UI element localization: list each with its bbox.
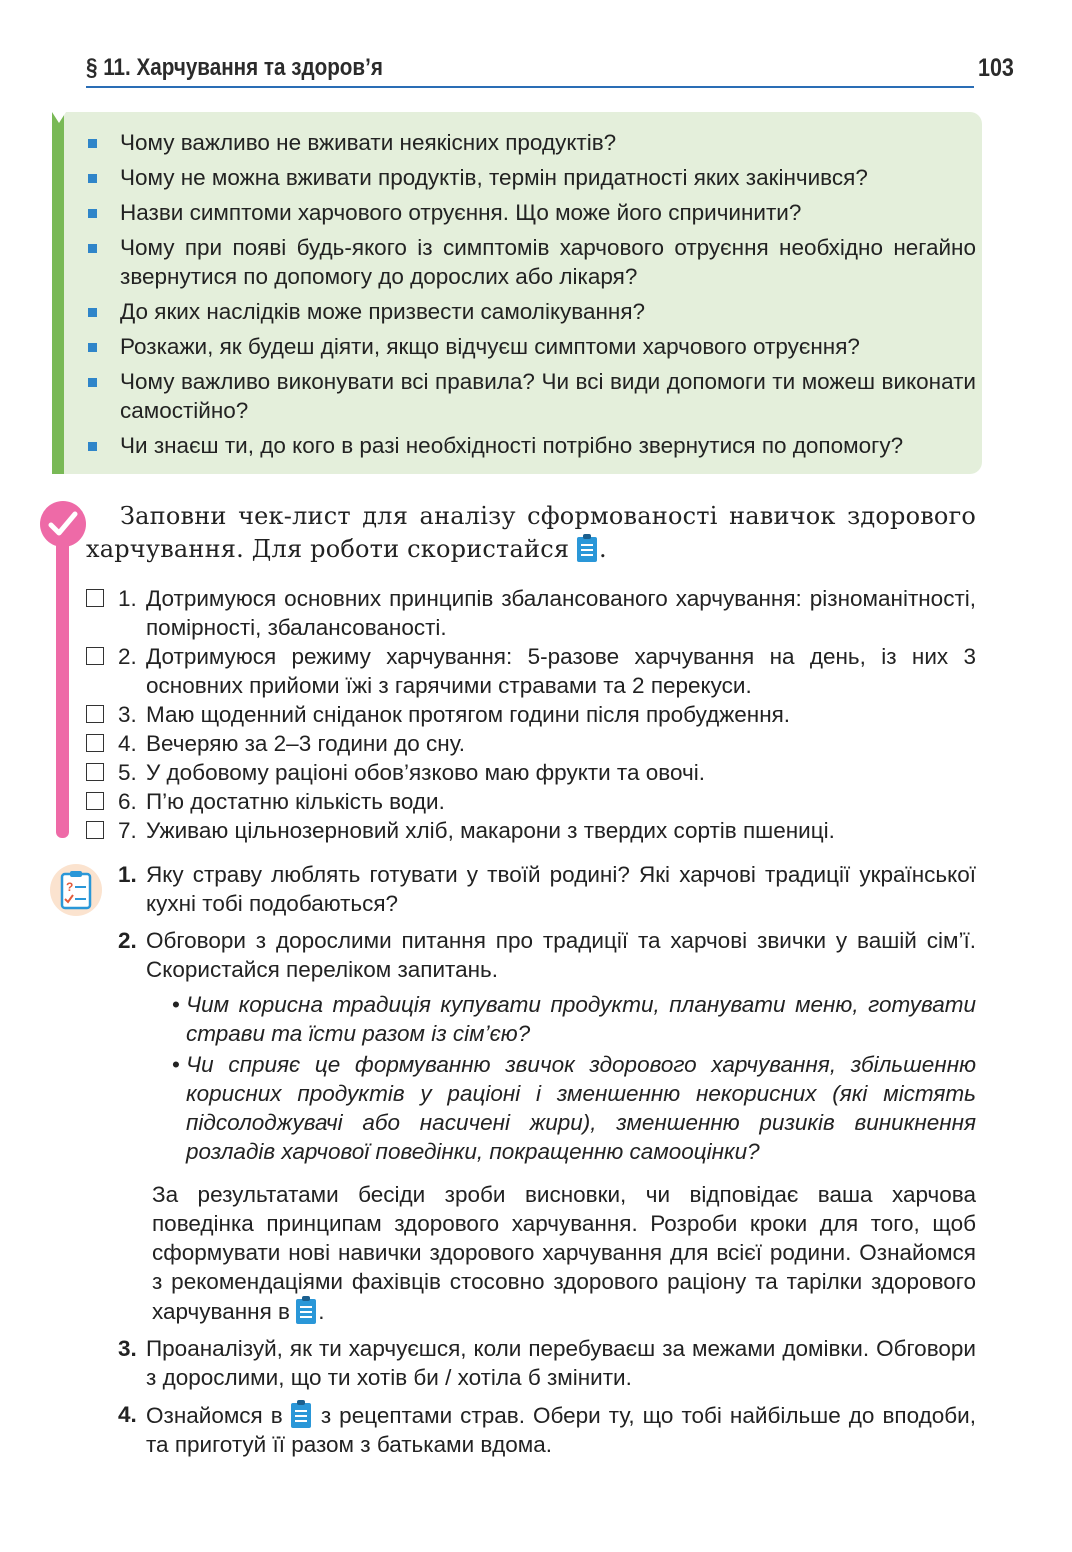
tasks-list	[118, 860, 976, 1467]
clipboard-icon[interactable]	[296, 1296, 318, 1324]
checklist-intro: Заповни чек-лист для аналізу сформованості навичок здорового харчування. Для роботи скористайся .	[86, 502, 976, 563]
square-bullet-icon	[88, 378, 97, 387]
task-clipboard-icon	[50, 864, 102, 916]
question-item: Чому важливо не вживати неякісних продуктів?	[86, 128, 976, 157]
discussion-questions	[146, 990, 976, 1166]
square-bullet-icon	[88, 139, 97, 148]
question-item: Чому не можна вживати продуктів, термін придатності яких закінчився?	[86, 163, 976, 192]
question-item: Чому важливо виконувати всі правила? Чи всі види допомоги ти можеш виконати самостійно?	[86, 367, 976, 425]
checkmark-icon	[40, 501, 86, 547]
task-item: 1. Яку страву люблять готувати у твоїй родині? Які харчові традиції української кухні тобі подобаються?	[118, 862, 976, 916]
page-number: 103	[978, 54, 1014, 82]
square-bullet-icon	[88, 343, 97, 352]
checklist-item: 7. Уживаю цільнозерновий хліб, макарони з твердих сортів пшениці.	[86, 816, 976, 845]
checklist-item: 1. Дотримуюся основних принципів збалансованого харчування: різноманітності, помірності, збалансованості.	[86, 584, 976, 642]
question-item: Чому при появі будь-якого із симптомів харчового отруєння необхідно негайно звернутися по допомогу до дорослих або лікаря?	[86, 233, 976, 291]
square-bullet-icon	[88, 442, 97, 451]
question-item: До яких наслідків може призвести самолікування?	[86, 297, 976, 326]
checkbox[interactable]	[86, 705, 104, 723]
page-header	[86, 52, 974, 88]
checklist-item: 2. Дотримуюся режиму харчування: 5-разове харчування на день, із них 3 основних прийоми їжі з гарячими стравами та 2 перекуси.	[86, 642, 976, 700]
question-item: Чи знаєш ти, до кого в разі необхідності потрібно звернутися по допомогу?	[86, 431, 976, 460]
square-bullet-icon	[88, 209, 97, 218]
checkbox[interactable]	[86, 821, 104, 839]
section-title: § 11. Харчування та здоров’я	[86, 54, 383, 81]
checklist-item: 5. У добовому раціоні обов’язково маю фрукти та овочі.	[86, 758, 976, 787]
questions-list	[86, 128, 976, 466]
svg-text:?: ?	[66, 880, 74, 894]
checkbox[interactable]	[86, 589, 104, 607]
checklist-side-bar	[56, 520, 69, 838]
clipboard-icon[interactable]	[577, 534, 599, 562]
clipboard-icon[interactable]	[291, 1400, 313, 1428]
square-bullet-icon	[88, 308, 97, 317]
task-paragraph: За результатами бесіди зроби висновки, чи відповідає ваша харчова поведінка принципам здорового харчування. Розроби кроки для того, щоб сформувати нові навички здорового харчування для всієї родини. Ознайомся з рекомендаціями фахівців стосовно здорового раціону та тарілки здорового харчування в .	[152, 1182, 976, 1324]
discussion-question: • Чи сприяє це формуванню звичок здорового харчування, збільшенню корисних продуктів у раціоні і зменшенню некорисних (які містять підсолоджувачі або насичені жири), зменшенню ризиків виникнення розладів харчової поведінки, покращенню самооцінки?	[172, 1052, 976, 1164]
checkbox[interactable]	[86, 647, 104, 665]
question-item: Розкажи, як будеш діяти, якщо відчуєш симптоми харчового отруєння?	[86, 332, 976, 361]
checkbox[interactable]	[86, 734, 104, 752]
checkbox[interactable]	[86, 763, 104, 781]
checklist	[86, 584, 976, 845]
square-bullet-icon	[88, 244, 97, 253]
checklist-item: 6. П’ю достатню кількість води.	[86, 787, 976, 816]
task-item: 3. Проаналізуй, як ти харчуєшся, коли перебуваєш за межами домівки. Обговори з дорослими, що ти хотів би / хотіла б змінити.	[118, 1336, 976, 1390]
questions-box-corner-icon	[52, 112, 66, 123]
checklist-item: 3. Маю щоденний сніданок протягом години після пробудження.	[86, 700, 976, 729]
question-item: Назви симптоми харчового отруєння. Що може його спричинити?	[86, 198, 976, 227]
checklist-item: 4. Вечеряю за 2–3 години до сну.	[86, 729, 976, 758]
checkbox[interactable]	[86, 792, 104, 810]
discussion-question: • Чим корисна традиція купувати продукти, планувати меню, готувати страви та їсти разом із сім’єю?	[172, 992, 976, 1046]
task-item: 4. Ознайомся в з рецептами страв. Обери ту, що тобі найбільше до вподоби, та приготуй її разом з батьками вдома.	[118, 1402, 976, 1457]
task-item: 2. Обговори з дорослими питання про традиції та харчові звички у вашій сім’ї. Скористайся переліком запитань. • Чим корисна традиція купувати продукти, планувати меню, готувати страви та їсти разом із сім’єю? • Чи сприяє це формуванню звичок здорового харчування, збільшенню корисних продуктів у раціоні і зменшенню некорисних (які містять підсолоджувачі або насичені жири), зменшенню ризиків виникнення розладів харчової поведінки, покращенню самооцінки? За результатами бесіди зроби висновки, чи відповідає ваша харчова поведінка принципам здорового харчування. Розроби кроки для того, щоб сформувати нові навички здорового харчування для всієї родини. Ознайомся з рекомендаціями фахівців стосовно здорового раціону та тарілки здорового харчування в .	[118, 928, 976, 1324]
square-bullet-icon	[88, 174, 97, 183]
